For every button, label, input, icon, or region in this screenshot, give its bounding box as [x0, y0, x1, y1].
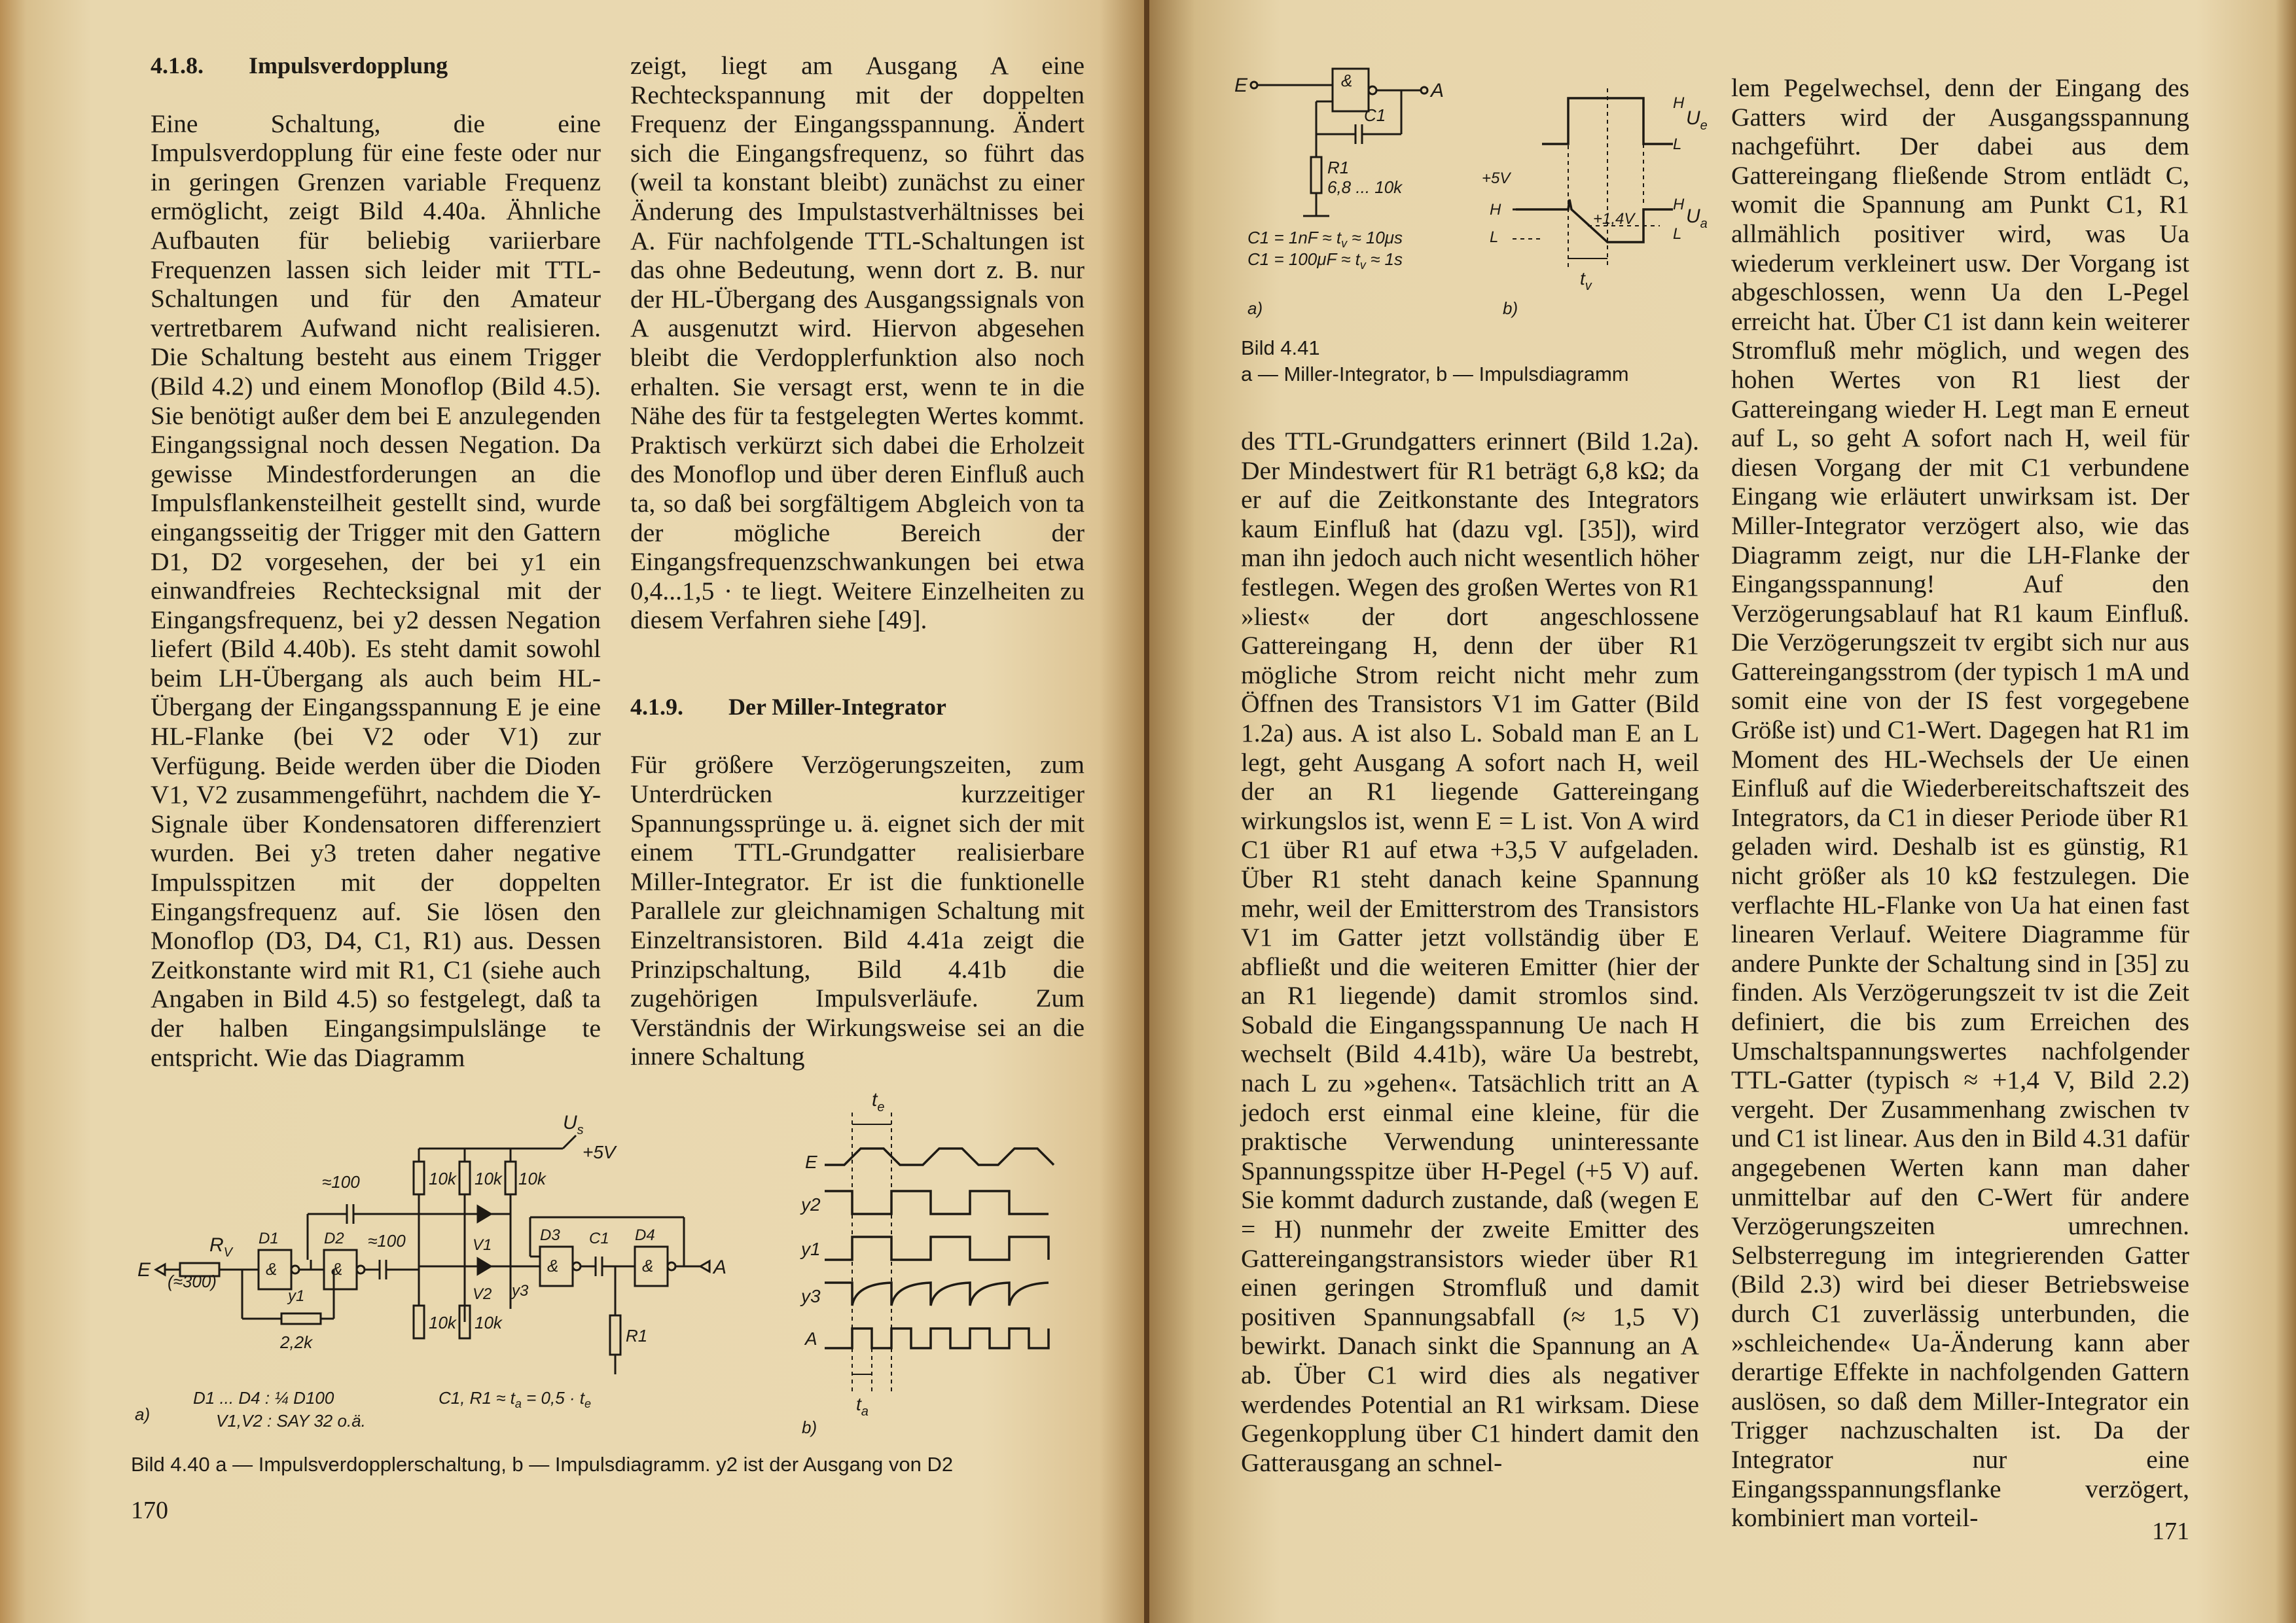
- v1-label: V1: [473, 1236, 492, 1254]
- figure-caption-4-41: a — Miller-Integrator, b — Impulsdiagramm: [1241, 363, 1629, 385]
- left-page: [0, 0, 1147, 1623]
- ue-label: $U_e$: [1686, 107, 1708, 133]
- note-diodes: V1,V2 : SAY 32 o.ä.: [216, 1411, 366, 1431]
- d3-amp: &: [547, 1256, 559, 1275]
- d4-amp: &: [642, 1256, 654, 1275]
- ua-label: $U_a$: [1686, 205, 1708, 231]
- d2-label: D2: [324, 1230, 344, 1247]
- te-label: $t_e$: [872, 1089, 885, 1115]
- fig-b-label: b): [802, 1418, 817, 1437]
- y1-label: y1: [288, 1287, 305, 1305]
- fig-b-label: b): [1503, 298, 1518, 318]
- r1-label: R1: [626, 1326, 648, 1346]
- timing-diagram-4-40b: [798, 1086, 1060, 1440]
- figure-caption-4-40: Bild 4.40 a — Impulsverdopplerschaltung, b — Impulsdiagramm. y2 ist der Ausgang von D2: [131, 1453, 954, 1476]
- c1-100uf-note: $C1 = 100\mu F \approx t_v \approx 1s$: [1247, 249, 1403, 272]
- a-output-label: A: [713, 1257, 727, 1278]
- subsection-number: 4.1.9.: [630, 693, 683, 720]
- section-heading: [151, 51, 601, 80]
- rv-value-label: (≈300): [168, 1272, 217, 1291]
- a-label: A: [1431, 80, 1444, 101]
- circuit-diagram-4-41a: [1234, 65, 1483, 327]
- left-col2-paragraph-a: zeigt, liegt am Ausgang A eine Rechteckspannung mit der doppelten Frequenz der Eingangsspannung. Ändert sich die Eingangsfrequenz, so führt das (weil ta konstant bleibt) zunächst zu einer Änderung des Impulstastverhältnisses bei A. Für nachfolgende TTL-Schaltungen ist das ohne Bedeutung, wenn dort z. B. nur der HL-Übergang des Ausgangssignals von A ausgenutzt wird. Hiervon abgesehen bleibt die Verdopplerfunktion also noch erhalten. Sie versagt erst, wenn te in die Nähe des für ta festgelegten Wertes kommt. Praktisch verkürzt sich dabei die Erholzeit des Monoflop und über deren Einfluß auch ta, so daß bei sorgfältigem Abgleich von ta der mögliche Bereich der Eingangsfrequenzschwankungen bei etwa 0,4...1,5 · te liegt. Weitere Einzelheiten zu diesem Verfahren siehe [49].: [630, 51, 1085, 635]
- right-page: [1149, 0, 2296, 1623]
- y3-label: y3: [512, 1282, 529, 1300]
- right-column-1: [1241, 427, 1699, 1477]
- subsection-heading: [630, 692, 1085, 722]
- circuit-diagram-4-40a: [131, 1099, 779, 1440]
- e-input-label: E: [137, 1259, 151, 1281]
- d2-amp: &: [331, 1259, 343, 1279]
- d1-label: D1: [259, 1230, 279, 1247]
- section-title: Impulsverdopplung: [249, 52, 448, 79]
- y3-signal-label: y3: [801, 1286, 821, 1306]
- tv-label: $t_v$: [1580, 268, 1592, 293]
- left-col1-paragraph: Eine Schaltung, die eine Impulsverdopplung für eine feste oder nur in geringen Grenzen variable Frequenz ermöglicht, zeigt Bild 4.40a. Ähnliche Aufbauten für beliebig variierbare Frequenzen lassen sich leider mit TTL-Schaltungen und für den Amateur vertretbarem Aufwand nicht realisieren. Die Schaltung besteht aus einem Trigger (Bild 4.2) und einem Monoflop (Bild 4.5). Sie benötigt außer dem bei E anzulegenden Eingangssignal noch dessen Negation. Da gewisse Mindestforderungen an die Impulsflankensteilheit gestellt sind, wurde eingangsseitig der Trigger mit den Gattern D1, D2 vorgesehen, der bei y1 ein einwandfreies Rechtecksignal mit der Eingangsfrequenz, bei y2 dessen Negation liefert (Bild 4.40b). Es steht damit sowohl beim LH-Übergang als auch beim HL-Übergang der Eingangsspannung E je eine HL-Flanke (bei V2 oder V1) zur Verfügung. Beide werden über die Dioden V1, V2 zusammengeführt, nachdem die Y-Signale über Kondensatoren differenziert wurden. Bei y3 treten daher negative Impulsspitzen mit der doppelten Eingangsfrequenz auf. Sie lösen den Monoflop (D3, D4, C1, R1) aus. Dessen Zeitkonstante wird mit R1, C1 (siehe auch Angaben in Bild 4.5) so festgelegt, daß ta der halben Eingangsimpulslänge te entspricht. Wie das Diagramm: [151, 109, 601, 1072]
- d1-amp: &: [266, 1259, 278, 1279]
- note-timing: C1, $R1 \approx t_a = 0,5 \cdot t_e$: [439, 1388, 592, 1410]
- us-label: $U_s$: [563, 1112, 584, 1137]
- h3-label: H: [1673, 196, 1685, 213]
- left-column-2: [630, 51, 1085, 1071]
- rv-label: $R_V$: [209, 1234, 233, 1260]
- c1-label: C1: [589, 1230, 609, 1247]
- subsection-title: Der Miller-Integrator: [728, 693, 946, 720]
- r10k-label: 10k: [475, 1169, 502, 1188]
- r100b-label: ≈100: [368, 1231, 406, 1251]
- c1-label: C1: [1364, 105, 1386, 125]
- l1-label: L: [1673, 135, 1682, 153]
- note-gates: D1 ... D4 : ¼ D100: [193, 1388, 334, 1408]
- section-number: 4.1.8.: [151, 52, 204, 79]
- plus5v-label: +5V: [1482, 169, 1511, 187]
- left-col2-paragraph-b: Für größere Verzögerungszeiten, zum Unterdrücken kurzzeitiger Spannungssprünge u. ä. eignet sich der mit einem TTL-Grundgatter realisierbare Miller-Integrator. Er ist die funktionelle Parallele zur gleichnamigen Schaltung mit Einzeltransistoren. Bild 4.41a zeigt die Prinzipschaltung, Bild 4.41b die zugehörigen Impulsverläufe. Zum Verständnis der Wirkungsweise sei an die innere Schaltung: [630, 750, 1085, 1071]
- r1-label: R1: [1327, 158, 1350, 177]
- page-number-left: 170: [131, 1497, 168, 1524]
- gate-amp: &: [1341, 71, 1353, 90]
- e-label: E: [1234, 75, 1248, 96]
- left-column-1: [151, 51, 601, 1072]
- y2-signal-label: y2: [801, 1194, 821, 1215]
- right-column-2: [1731, 73, 2189, 1533]
- r10k-label: 10k: [429, 1313, 456, 1332]
- l3-label: L: [1673, 225, 1682, 243]
- r1-value: 6,8 ... 10k: [1327, 177, 1403, 197]
- a-signal-label: A: [805, 1329, 817, 1349]
- r10k-label: 10k: [518, 1169, 546, 1188]
- r10k-label: 10k: [475, 1313, 502, 1332]
- plus5v-label: +5V: [583, 1142, 616, 1162]
- right-col1-paragraph: des TTL-Grundgatters erinnert (Bild 1.2a). Der Mindestwert für R1 beträgt 6,8 kΩ; da er auf die Zeitkonstante des Integrators kaum Einfluß hat (dazu vgl. [35]), wird man ihn jedoch auch nicht wesentlich höher festlegen. Wegen des großen Wertes von R1 »liest« der dort angeschlossene Gattereingang H, denn der über R1 mögliche Strom reicht nicht mehr zum Öffnen des Transistors V1 im Gatter (Bild 1.2a) aus. A ist also L. Sobald man E an L legt, geht Ausgang A sofort nach H, weil der an R1 liegende Gattereingang wirkungslos ist, wenn E = L ist. Von A wird C1 über R1 auf etwa +3,5 V aufgeladen. Über R1 steht danach keine Spannung mehr, weil der Emitterstrom des Transistors V1 im Gatter jetzt vollständig über E abfließt und die weiteren Emitter (hier der an R1 liegende) damit stromlos sind. Sobald die Eingangsspannung Ue nach H wechselt (Bild 4.41b), wäre Ua bestrebt, nach L zu »gehen«. Tatsächlich tritt an A jedoch erst einmal eine kleine, für die praktische Verwendung uninteressante Spannungsspitze über H-Pegel (+5 V) auf. Sie kommt dadurch zustande, daß (wegen E = H) nunmehr der zweite Emitter des Gattereingangstransistors wieder über R1 einen geringen Stromfluß und damit positiven Spannungsabfall (≈ 1,5 V) bewirkt. Danach sinkt die Spannung an A ab. Über C1 wird dies als negativer werdendes Potential an R1 wirksam. Diese Gegenkopplung über C1 hindert damit den Gatterausgang an schnel-: [1241, 427, 1699, 1477]
- fig-a-label: a): [135, 1404, 151, 1424]
- h2-label: H: [1490, 201, 1501, 219]
- d4-label: D4: [635, 1226, 655, 1244]
- d3-label: D3: [540, 1226, 560, 1244]
- right-col2-paragraph: lem Pegelwechsel, denn der Eingang des Gatters wird der Ausgangsspannung nachgeführt. Der dabei aus dem Gattereingang fließende Strom entlädt C, womit die Spannung am Punkt C1, R1 allmählich positiver wird, was Ua wiederum verkleinert usw. Der Vorgang ist abgeschlossen, wenn Ua den L-Pegel erreicht hat. Über C1 ist dann kein weiterer Stromfluß mehr möglich, und wegen des hohen Wertes von R1 liest der Gattereingang wieder H. Legt man E erneut auf L, so geht A sofort nach H, weil für diesen Vorgang der mit C1 verbundene Eingang wie erläutert unwirksam ist. Der Miller-Integrator verzögert also, wie das Diagramm zeigt, nur die LH-Flanke der Eingangsspannung! Auf den Verzögerungsablauf hat R1 kaum Einfluß. Die Verzögerungszeit tv ergibt sich nur aus Gattereingangsstrom (der typisch 1 mA und somit eine von der IS fest vorgegebene Größe ist) und C1-Wert. Dagegen hat R1 im Moment des HL-Wechsels der Ue einen Einfluß auf die Wiederbereitschaftszeit des Integrators, da C1 in dieser Periode über R1 geladen wird. Deshalb ist es günstig, R1 nicht größer als 10 kΩ festzulegen. Die verflachte HL-Flanke von Ua hat einen fast linearen Verlauf. Weitere Diagramme für andere Punkte der Schaltung sind in [35] zu finden. Als Verzögerungszeit tv ist die Zeit definiert, die bis zum Erreichen des Umschaltspannungswertes nachfolgender TTL-Gatter (typisch ≈ +1,4 V, Bild 2.2) vergeht. Der Zusammenhang zwischen tv und C1 ist linear. Aus den in Bild 4.31 dafür angegebenen Werten kann man daher unmittelbar auf den C-Wert für andere Verzögerungszeiten umrechnen. Selbsterregung im integrierenden Gatter (Bild 2.3) wird bei dieser Betriebsweise durch C1 zuverlässig unterbunden, die »schleichende« Ua-Änderung kann aber derartige Effekte in nachfolgenden Gattern auslösen, so daß dem Miller-Integrator ein Trigger nachzuschalten ist. Da der Integrator nur eine Eingangsspannungsflanke verzögert, kombiniert man vorteil-: [1731, 73, 2189, 1533]
- e-signal-label: E: [805, 1152, 817, 1172]
- ta-label: $t_a$: [856, 1394, 869, 1419]
- y1-signal-label: y1: [801, 1239, 821, 1259]
- figure-number-4-41: Bild 4.41: [1241, 336, 1320, 359]
- l2-label: L: [1490, 228, 1499, 246]
- h1-label: H: [1673, 94, 1685, 112]
- r2k2-label: 2,2k: [280, 1332, 313, 1352]
- timing-diagram-4-41b: [1477, 79, 1738, 327]
- r10k-label: 10k: [429, 1169, 456, 1188]
- c1-1nf-note: C1 = 1nF ≈ $t_v \approx 10\mu s$: [1247, 228, 1403, 250]
- v14-label: +1,4V: [1593, 210, 1635, 228]
- page-number-right: 171: [2152, 1518, 2189, 1545]
- fig-a-label: a): [1247, 298, 1263, 318]
- v2-label: V2: [473, 1285, 492, 1303]
- r100a-label: ≈100: [322, 1172, 360, 1192]
